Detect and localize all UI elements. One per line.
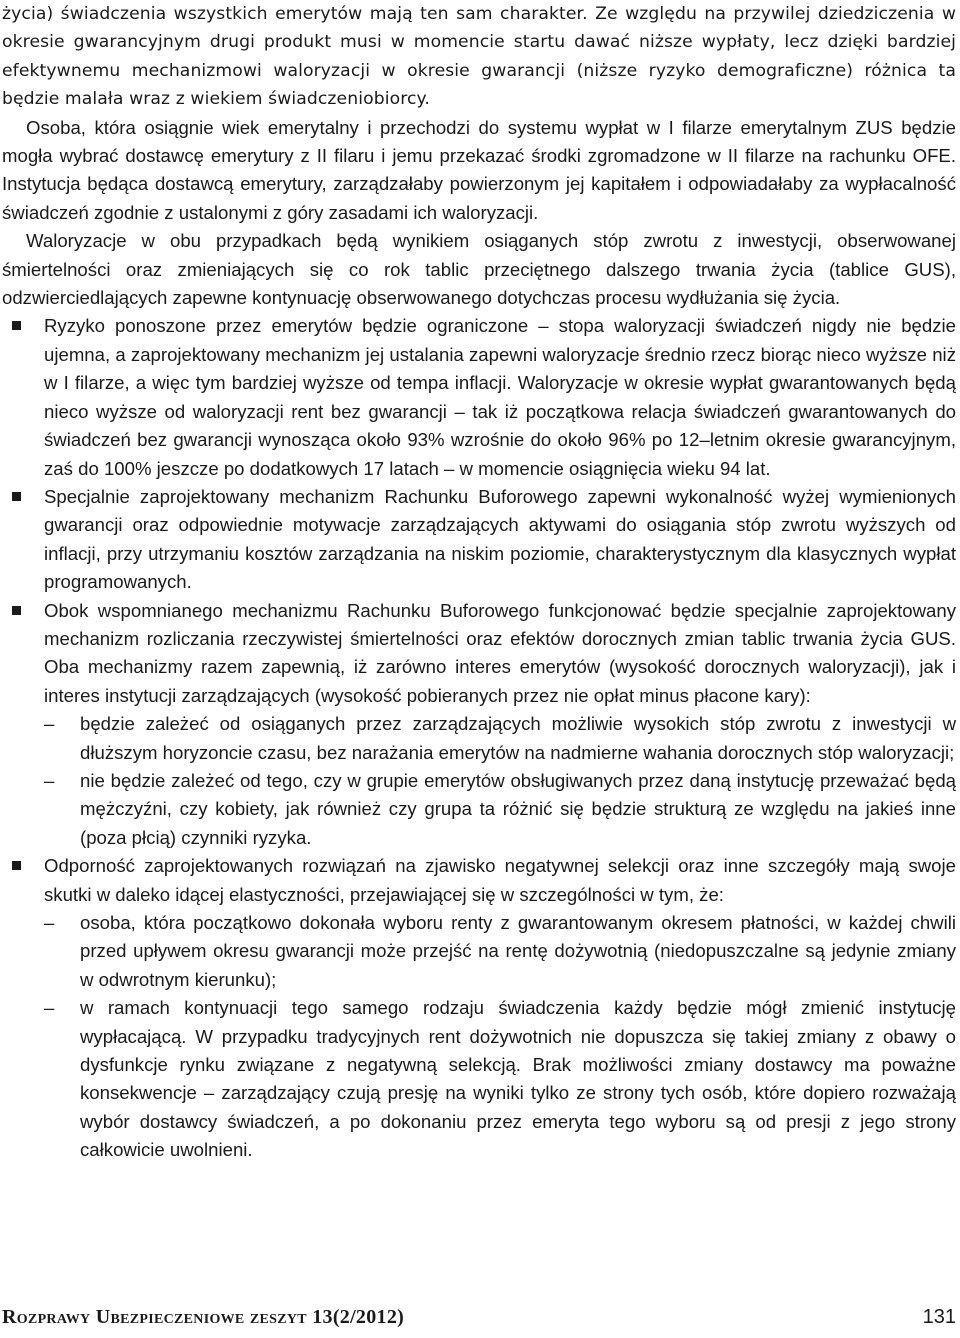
paragraph-pension-choice: Osoba, która osiągnie wiek emerytalny i przechodzi do systemu wypłat w I filarze emerytalnym ZUS będzie mogła wybrać dostawcę emerytury z II filaru i jemu przekazać środki zgromadzone w II filarze na rachunku OFE. Instytucja będąca dostawcą emerytury, zarządzałaby powierzonym jej kapitałem i odpowiadałaby za wypłacalność świadczeń zgodnie z ustalonymi z góry zasadami ich waloryzacji. xyxy=(2,116,956,223)
dash-marker: – xyxy=(44,912,55,933)
dash-item xyxy=(2,767,956,852)
square-bullet-icon xyxy=(12,492,21,501)
dash-item xyxy=(2,994,956,1164)
dash-item xyxy=(2,909,956,994)
paragraph-intro: życia) świadczenia wszystkich emerytów mają ten sam charakter. Ze względu na przywilej dziedziczenia w okresie gwarancyjnym drugi produkt musi w momencie startu dawać niższe wypłaty, lecz dzięki bardziej efektywnemu mechanizmowi waloryzacji w okresie gwarancji (niższe ryzyko demograficzne) różnica ta będzie malała wraz z wiekiem świadczeniobiorcy. xyxy=(2,4,956,110)
page-number: 131 xyxy=(922,1306,956,1328)
document-body xyxy=(2,0,956,1165)
bullet-text: Obok wspomnianego mechanizmu Rachunku Buforowego funkcjonować będzie specjalnie zaprojektowany mechanizm rozliczania rzeczywistej śmiertelności oraz efektów dorocznych zmian tablic trwania życia GUS. Oba mechanizmy razem zapewnią, iż zarówno interes emerytów (wysokość dorocznych waloryzacji), jak i interes instytucji zarządzających (wysokość pobieranych przez nie opłat minus płacone kary): xyxy=(44,599,956,706)
bullet-text: Odporność zaprojektowanych rozwiązań na zjawisko negatywnej selekcji oraz inne szczegóły mają swoje skutki w daleko idącej elastyczności, przejawiającej się w szczególności w tym, że: xyxy=(44,855,956,905)
paragraph-indexation: Waloryzacje w obu przypadkach będą wynikiem osiąganych stóp zwrotu z inwestycji, obserwowanej śmiertelności oraz zmieniających się co rok tablic przeciętnego dalszego trwania życia (tablice GUS), odzwierciedlających zapewne kontynuację obserwowanego dotychczas procesu wydłużania się życia. xyxy=(2,230,956,309)
square-bullet-icon xyxy=(12,861,21,870)
page-footer xyxy=(2,1306,956,1336)
dash-item xyxy=(2,710,956,767)
bullet-text: Specjalnie zaprojektowany mechanizm Rachunku Buforowego zapewni wykonalność wyżej wymienionych gwarancji oraz odpowiednie motywacje zarządzających aktywami do osiągania stóp zwrotu wyższych od inflacji, przy utrzymaniu kosztów zarządzania na niskim poziomie, charakterystycznym dla klasycznych wypłat programowanych. xyxy=(44,485,956,593)
dash-text: osoba, która początkowo dokonała wyboru renty z gwarantowanym okresem płatności, w każdej chwili przed upływem okresu gwarancji może przejść na rentę dożywotnią (niedopuszczalne są jedynie zmiany w odwrotnym kierunku); xyxy=(80,912,956,990)
square-bullet-icon xyxy=(12,606,21,615)
dash-text: będzie zależeć od osiąganych przez zarządzających możliwie wysokich stóp zwrotu z inwestycji w dłuższym horyzoncie czasu, bez narażania emerytów na nadmierne wahania dorocznych stóp waloryzacji; xyxy=(80,713,956,763)
bullet-item xyxy=(2,852,956,909)
bullet-item xyxy=(2,483,956,597)
dash-marker: – xyxy=(44,713,55,735)
bullet-text: Ryzyko ponoszone przez emerytów będzie ograniczone – stopa waloryzacji świadczeń nigdy nie będzie ujemna, a zaprojektowany mechanizm jej ustalania zapewni waloryzacje średnio rzecz biorąc nieco wyższe niż w I filarze, a więc tym bardziej wyższe od tempa inflacji. Waloryzacje w okresie wypłat gwarantowanych będą nieco wyższe od waloryzacji rent bez gwarancji – tak iż początkowa relacja świadczeń gwarantowanych do świadczeń bez gwarancji wynosząca około 93% wzrośnie do około 96% po 12–letnim okresie gwarancyjnym, zaś do 100% jeszcze po dodatkowych 17 latach – w momencie osiągnięcia wieku 94 lat. xyxy=(44,315,956,479)
dash-text: nie będzie zależeć od tego, czy w grupie emerytów obsługiwanych przez daną instytucję przeważać będą mężczyźni, czy kobiety, jak również czy grupa ta różnić się będzie strukturą ze względu na jakieś inne (poza płcią) czynniki ryzyka. xyxy=(80,769,956,848)
bullet-item xyxy=(2,597,956,711)
dash-text: w ramach kontynuacji tego samego rodzaju świadczenia każdy będzie mógł zmienić instytucję wypłacającą. W przypadku tradycyjnych rent dożywotnich nie dopuszcza się takiej zmiany z obawy o dysfunkcje rynku związane z negatywną selekcją. Brak możliwości zmiany dostawcy ma poważne konsekwencje – zarządzający czują presję na wyniki tylko ze strony tych osób, które dopiero rozważają wybór dostawcy świadczeń, a po dokonaniu przez emeryta tego wyboru są od presji z jego strony całkowicie uwolnieni. xyxy=(80,997,956,1161)
dash-marker: – xyxy=(44,769,55,791)
bullet-item xyxy=(2,312,956,482)
journal-title: Rozprawy Ubezpieczeniowe zeszyt 13(2/2012) xyxy=(2,1306,405,1328)
square-bullet-icon xyxy=(12,321,21,330)
dash-marker: – xyxy=(44,997,55,1019)
